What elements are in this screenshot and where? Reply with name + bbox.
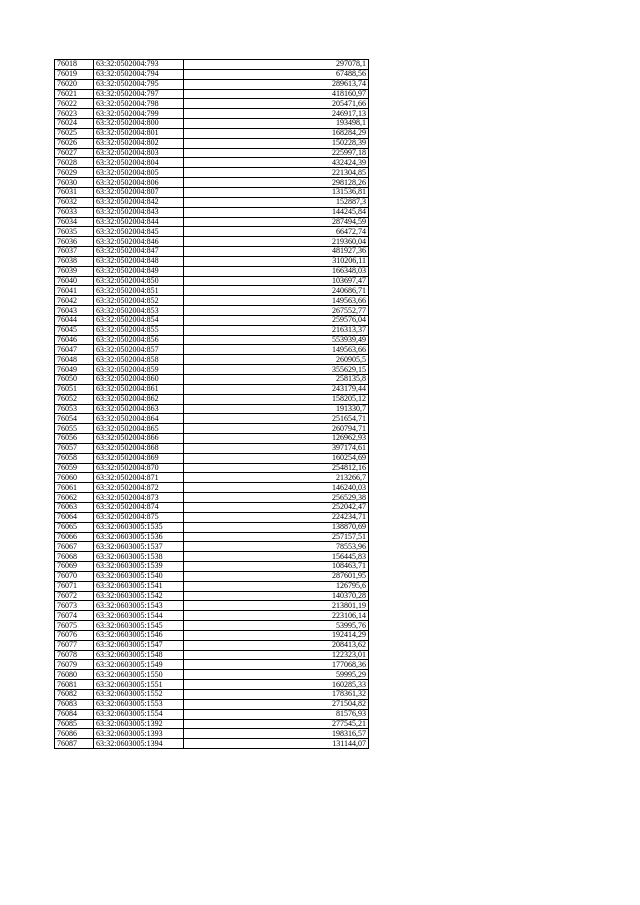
value-cell: 216313,37: [184, 325, 369, 335]
cadastral-number-cell: 63:32:0603005:1543: [94, 601, 184, 611]
cadastral-number-cell: 63:32:0502004:874: [94, 502, 184, 512]
cadastral-number-cell: 63:32:0603005:1394: [94, 739, 184, 749]
row-number-cell: 76027: [55, 148, 94, 158]
value-cell: 297078,1: [184, 60, 369, 70]
table-row: [55, 207, 369, 217]
row-number-cell: 76025: [55, 128, 94, 138]
row-number-cell: 76047: [55, 345, 94, 355]
row-number-cell: 76065: [55, 522, 94, 532]
table-row: [55, 630, 369, 640]
table-row: [55, 532, 369, 542]
row-number-cell: 76021: [55, 89, 94, 99]
cadastral-number-cell: 63:32:0603005:1540: [94, 571, 184, 581]
cadastral-value-table: [54, 59, 369, 749]
value-cell: 78553,96: [184, 542, 369, 552]
table-row: [55, 414, 369, 424]
row-number-cell: 76040: [55, 276, 94, 286]
cadastral-number-cell: 63:32:0502004:875: [94, 512, 184, 522]
cadastral-number-cell: 63:32:0502004:847: [94, 247, 184, 257]
row-number-cell: 76081: [55, 680, 94, 690]
value-cell: 140370,28: [184, 591, 369, 601]
table-row: [55, 109, 369, 119]
row-number-cell: 76061: [55, 483, 94, 493]
value-cell: 432424,39: [184, 158, 369, 168]
cadastral-number-cell: 63:32:0603005:1552: [94, 690, 184, 700]
row-number-cell: 76038: [55, 256, 94, 266]
row-number-cell: 76024: [55, 119, 94, 129]
value-cell: 192414,29: [184, 630, 369, 640]
row-number-cell: 76045: [55, 325, 94, 335]
table-row: [55, 650, 369, 660]
cadastral-number-cell: 63:32:0502004:872: [94, 483, 184, 493]
table-row: [55, 571, 369, 581]
value-cell: 257157,51: [184, 532, 369, 542]
row-number-cell: 76051: [55, 384, 94, 394]
table-row: [55, 119, 369, 129]
row-number-cell: 76059: [55, 463, 94, 473]
table-row: [55, 709, 369, 719]
cadastral-number-cell: 63:32:0502004:807: [94, 187, 184, 197]
row-number-cell: 76028: [55, 158, 94, 168]
cadastral-number-cell: 63:32:0603005:1542: [94, 591, 184, 601]
row-number-cell: 76032: [55, 197, 94, 207]
cadastral-number-cell: 63:32:0502004:869: [94, 453, 184, 463]
row-number-cell: 76056: [55, 434, 94, 444]
table-row: [55, 197, 369, 207]
cadastral-number-cell: 63:32:0502004:853: [94, 306, 184, 316]
row-number-cell: 76035: [55, 227, 94, 237]
table-row: [55, 325, 369, 335]
row-number-cell: 76053: [55, 404, 94, 414]
value-cell: 277545,21: [184, 719, 369, 729]
row-number-cell: 76068: [55, 552, 94, 562]
cadastral-number-cell: 63:32:0603005:1554: [94, 709, 184, 719]
table-row: [55, 178, 369, 188]
row-number-cell: 76052: [55, 394, 94, 404]
row-number-cell: 76084: [55, 709, 94, 719]
row-number-cell: 76085: [55, 719, 94, 729]
value-cell: 287601,95: [184, 571, 369, 581]
cadastral-number-cell: 63:32:0603005:1547: [94, 640, 184, 650]
table-row: [55, 315, 369, 325]
row-number-cell: 76066: [55, 532, 94, 542]
cadastral-number-cell: 63:32:0502004:860: [94, 375, 184, 385]
cadastral-number-cell: 63:32:0502004:800: [94, 119, 184, 129]
table-row: [55, 365, 369, 375]
row-number-cell: 76070: [55, 571, 94, 581]
cadastral-number-cell: 63:32:0502004:857: [94, 345, 184, 355]
value-cell: 418160,97: [184, 89, 369, 99]
value-cell: 160254,69: [184, 453, 369, 463]
value-cell: 53995,76: [184, 621, 369, 631]
table-row: [55, 79, 369, 89]
cadastral-number-cell: 63:32:0502004:856: [94, 335, 184, 345]
value-cell: 166348,03: [184, 266, 369, 276]
value-cell: 198316,57: [184, 729, 369, 739]
table-row: [55, 591, 369, 601]
value-cell: 213266,7: [184, 473, 369, 483]
table-row: [55, 345, 369, 355]
table-row: [55, 296, 369, 306]
table-row: [55, 483, 369, 493]
value-cell: 149563,66: [184, 296, 369, 306]
value-cell: 146240,03: [184, 483, 369, 493]
table-row: [55, 729, 369, 739]
value-cell: 168284,29: [184, 128, 369, 138]
cadastral-number-cell: 63:32:0502004:846: [94, 237, 184, 247]
row-number-cell: 76072: [55, 591, 94, 601]
table-row: [55, 621, 369, 631]
cadastral-number-cell: 63:32:0502004:850: [94, 276, 184, 286]
row-number-cell: 76057: [55, 443, 94, 453]
row-number-cell: 76086: [55, 729, 94, 739]
table-row: [55, 187, 369, 197]
cadastral-number-cell: 63:32:0502004:868: [94, 443, 184, 453]
table-row: [55, 522, 369, 532]
table-row: [55, 227, 369, 237]
table-row: [55, 601, 369, 611]
value-cell: 81576,93: [184, 709, 369, 719]
row-number-cell: 76054: [55, 414, 94, 424]
row-number-cell: 76043: [55, 306, 94, 316]
row-number-cell: 76060: [55, 473, 94, 483]
cadastral-number-cell: 63:32:0603005:1544: [94, 611, 184, 621]
cadastral-number-cell: 63:32:0502004:804: [94, 158, 184, 168]
cadastral-number-cell: 63:32:0502004:798: [94, 99, 184, 109]
cadastral-number-cell: 63:32:0603005:1536: [94, 532, 184, 542]
value-cell: 59995,29: [184, 670, 369, 680]
cadastral-number-cell: 63:32:0502004:805: [94, 168, 184, 178]
row-number-cell: 76071: [55, 581, 94, 591]
table-row: [55, 404, 369, 414]
cadastral-number-cell: 63:32:0502004:873: [94, 493, 184, 503]
table-row: [55, 69, 369, 79]
value-cell: 177068,36: [184, 660, 369, 670]
row-number-cell: 76036: [55, 237, 94, 247]
value-cell: 126795,6: [184, 581, 369, 591]
cadastral-number-cell: 63:32:0502004:793: [94, 60, 184, 70]
value-cell: 246917,13: [184, 109, 369, 119]
row-number-cell: 76067: [55, 542, 94, 552]
cadastral-number-cell: 63:32:0502004:843: [94, 207, 184, 217]
value-cell: 205471,66: [184, 99, 369, 109]
table-row: [55, 60, 369, 70]
row-number-cell: 76077: [55, 640, 94, 650]
table-row: [55, 276, 369, 286]
value-cell: 221304,85: [184, 168, 369, 178]
row-number-cell: 76075: [55, 621, 94, 631]
row-number-cell: 76041: [55, 286, 94, 296]
value-cell: 271504,82: [184, 699, 369, 709]
value-cell: 298128,26: [184, 178, 369, 188]
table-row: [55, 660, 369, 670]
row-number-cell: 76029: [55, 168, 94, 178]
row-number-cell: 76063: [55, 502, 94, 512]
value-cell: 259576,04: [184, 315, 369, 325]
table-row: [55, 355, 369, 365]
cadastral-number-cell: 63:32:0603005:1553: [94, 699, 184, 709]
cadastral-number-cell: 63:32:0502004:859: [94, 365, 184, 375]
row-number-cell: 76022: [55, 99, 94, 109]
table-row: [55, 473, 369, 483]
row-number-cell: 76050: [55, 375, 94, 385]
value-cell: 126962,93: [184, 434, 369, 444]
value-cell: 144245,84: [184, 207, 369, 217]
row-number-cell: 76026: [55, 138, 94, 148]
cadastral-number-cell: 63:32:0603005:1393: [94, 729, 184, 739]
table-row: [55, 670, 369, 680]
value-cell: 254812,16: [184, 463, 369, 473]
row-number-cell: 76034: [55, 217, 94, 227]
value-cell: 152887,3: [184, 197, 369, 207]
table-row: [55, 394, 369, 404]
cadastral-number-cell: 63:32:0502004:851: [94, 286, 184, 296]
table-row: [55, 306, 369, 316]
cadastral-number-cell: 63:32:0502004:844: [94, 217, 184, 227]
value-cell: 131144,07: [184, 739, 369, 749]
row-number-cell: 76079: [55, 660, 94, 670]
row-number-cell: 76037: [55, 247, 94, 257]
value-cell: 158205,12: [184, 394, 369, 404]
table-row: [55, 99, 369, 109]
value-cell: 481927,36: [184, 247, 369, 257]
row-number-cell: 76069: [55, 562, 94, 572]
table-row: [55, 168, 369, 178]
table-row: [55, 502, 369, 512]
value-cell: 252042,47: [184, 502, 369, 512]
row-number-cell: 76033: [55, 207, 94, 217]
row-number-cell: 76062: [55, 493, 94, 503]
table-row: [55, 434, 369, 444]
cadastral-number-cell: 63:32:0502004:849: [94, 266, 184, 276]
row-number-cell: 76048: [55, 355, 94, 365]
cadastral-number-cell: 63:32:0502004:794: [94, 69, 184, 79]
cadastral-number-cell: 63:32:0502004:801: [94, 128, 184, 138]
cadastral-number-cell: 63:32:0603005:1539: [94, 562, 184, 572]
cadastral-number-cell: 63:32:0502004:854: [94, 315, 184, 325]
value-cell: 219360,04: [184, 237, 369, 247]
table-row: [55, 256, 369, 266]
table-row: [55, 247, 369, 257]
cadastral-number-cell: 63:32:0502004:848: [94, 256, 184, 266]
cadastral-number-cell: 63:32:0603005:1392: [94, 719, 184, 729]
value-cell: 131536,81: [184, 187, 369, 197]
table-row: [55, 739, 369, 749]
row-number-cell: 76076: [55, 630, 94, 640]
table-row: [55, 128, 369, 138]
table-row: [55, 640, 369, 650]
value-cell: 66472,74: [184, 227, 369, 237]
value-cell: 156445,83: [184, 552, 369, 562]
table-body: [55, 60, 369, 749]
table-row: [55, 463, 369, 473]
row-number-cell: 76039: [55, 266, 94, 276]
cadastral-number-cell: 63:32:0502004:799: [94, 109, 184, 119]
value-cell: 553939,49: [184, 335, 369, 345]
cadastral-number-cell: 63:32:0502004:866: [94, 434, 184, 444]
cadastral-number-cell: 63:32:0502004:795: [94, 79, 184, 89]
row-number-cell: 76023: [55, 109, 94, 119]
value-cell: 260794,71: [184, 424, 369, 434]
row-number-cell: 76042: [55, 296, 94, 306]
cadastral-number-cell: 63:32:0502004:870: [94, 463, 184, 473]
cadastral-number-cell: 63:32:0502004:865: [94, 424, 184, 434]
value-cell: 193498,1: [184, 119, 369, 129]
value-cell: 243179,44: [184, 384, 369, 394]
row-number-cell: 76064: [55, 512, 94, 522]
cadastral-number-cell: 63:32:0502004:861: [94, 384, 184, 394]
table-row: [55, 512, 369, 522]
table-row: [55, 690, 369, 700]
cadastral-number-cell: 63:32:0502004:845: [94, 227, 184, 237]
value-cell: 67488,56: [184, 69, 369, 79]
row-number-cell: 76049: [55, 365, 94, 375]
table-row: [55, 611, 369, 621]
cadastral-number-cell: 63:32:0603005:1548: [94, 650, 184, 660]
value-cell: 224234,71: [184, 512, 369, 522]
table-row: [55, 562, 369, 572]
cadastral-number-cell: 63:32:0603005:1538: [94, 552, 184, 562]
value-cell: 223106,14: [184, 611, 369, 621]
value-cell: 108463,71: [184, 562, 369, 572]
value-cell: 256529,38: [184, 493, 369, 503]
table-row: [55, 443, 369, 453]
value-cell: 138870,69: [184, 522, 369, 532]
row-number-cell: 76020: [55, 79, 94, 89]
row-number-cell: 76073: [55, 601, 94, 611]
table-row: [55, 266, 369, 276]
value-cell: 355629,15: [184, 365, 369, 375]
cadastral-number-cell: 63:32:0603005:1545: [94, 621, 184, 631]
value-cell: 267552,77: [184, 306, 369, 316]
table-row: [55, 542, 369, 552]
cadastral-number-cell: 63:32:0502004:862: [94, 394, 184, 404]
value-cell: 258135,8: [184, 375, 369, 385]
cadastral-number-cell: 63:32:0603005:1541: [94, 581, 184, 591]
value-cell: 260905,5: [184, 355, 369, 365]
value-cell: 150228,39: [184, 138, 369, 148]
table-row: [55, 335, 369, 345]
cadastral-number-cell: 63:32:0502004:852: [94, 296, 184, 306]
table-row: [55, 680, 369, 690]
row-number-cell: 76018: [55, 60, 94, 70]
value-cell: 310206,11: [184, 256, 369, 266]
table-row: [55, 148, 369, 158]
row-number-cell: 76087: [55, 739, 94, 749]
row-number-cell: 76083: [55, 699, 94, 709]
table-row: [55, 138, 369, 148]
value-cell: 122323,01: [184, 650, 369, 660]
row-number-cell: 76031: [55, 187, 94, 197]
cadastral-number-cell: 63:32:0603005:1537: [94, 542, 184, 552]
table-row: [55, 158, 369, 168]
cadastral-number-cell: 63:32:0502004:863: [94, 404, 184, 414]
cadastral-number-cell: 63:32:0502004:803: [94, 148, 184, 158]
cadastral-number-cell: 63:32:0603005:1535: [94, 522, 184, 532]
value-cell: 160285,33: [184, 680, 369, 690]
cadastral-number-cell: 63:32:0502004:797: [94, 89, 184, 99]
table-row: [55, 699, 369, 709]
row-number-cell: 76030: [55, 178, 94, 188]
table-row: [55, 384, 369, 394]
cadastral-number-cell: 63:32:0502004:806: [94, 178, 184, 188]
value-cell: 178361,32: [184, 690, 369, 700]
table-row: [55, 286, 369, 296]
cadastral-number-cell: 63:32:0502004:858: [94, 355, 184, 365]
value-cell: 103697,47: [184, 276, 369, 286]
table-row: [55, 552, 369, 562]
row-number-cell: 76074: [55, 611, 94, 621]
value-cell: 397174,61: [184, 443, 369, 453]
value-cell: 191330,7: [184, 404, 369, 414]
row-number-cell: 76019: [55, 69, 94, 79]
row-number-cell: 76082: [55, 690, 94, 700]
value-cell: 240686,71: [184, 286, 369, 296]
table-row: [55, 453, 369, 463]
value-cell: 208413,62: [184, 640, 369, 650]
value-cell: 289613,74: [184, 79, 369, 89]
table-row: [55, 89, 369, 99]
table-row: [55, 217, 369, 227]
cadastral-number-cell: 63:32:0502004:802: [94, 138, 184, 148]
row-number-cell: 76058: [55, 453, 94, 463]
table-row: [55, 237, 369, 247]
value-cell: 213801,19: [184, 601, 369, 611]
row-number-cell: 76046: [55, 335, 94, 345]
table-row: [55, 424, 369, 434]
value-cell: 251654,71: [184, 414, 369, 424]
cadastral-number-cell: 63:32:0502004:871: [94, 473, 184, 483]
cadastral-number-cell: 63:32:0502004:864: [94, 414, 184, 424]
row-number-cell: 76055: [55, 424, 94, 434]
row-number-cell: 76080: [55, 670, 94, 680]
row-number-cell: 76044: [55, 315, 94, 325]
table-row: [55, 375, 369, 385]
row-number-cell: 76078: [55, 650, 94, 660]
value-cell: 149563,66: [184, 345, 369, 355]
cadastral-number-cell: 63:32:0502004:842: [94, 197, 184, 207]
table-row: [55, 719, 369, 729]
cadastral-number-cell: 63:32:0603005:1546: [94, 630, 184, 640]
table-row: [55, 493, 369, 503]
cadastral-number-cell: 63:32:0603005:1550: [94, 670, 184, 680]
cadastral-number-cell: 63:32:0603005:1549: [94, 660, 184, 670]
cadastral-number-cell: 63:32:0603005:1551: [94, 680, 184, 690]
cadastral-number-cell: 63:32:0502004:855: [94, 325, 184, 335]
value-cell: 225997,18: [184, 148, 369, 158]
value-cell: 287494,59: [184, 217, 369, 227]
table-row: [55, 581, 369, 591]
